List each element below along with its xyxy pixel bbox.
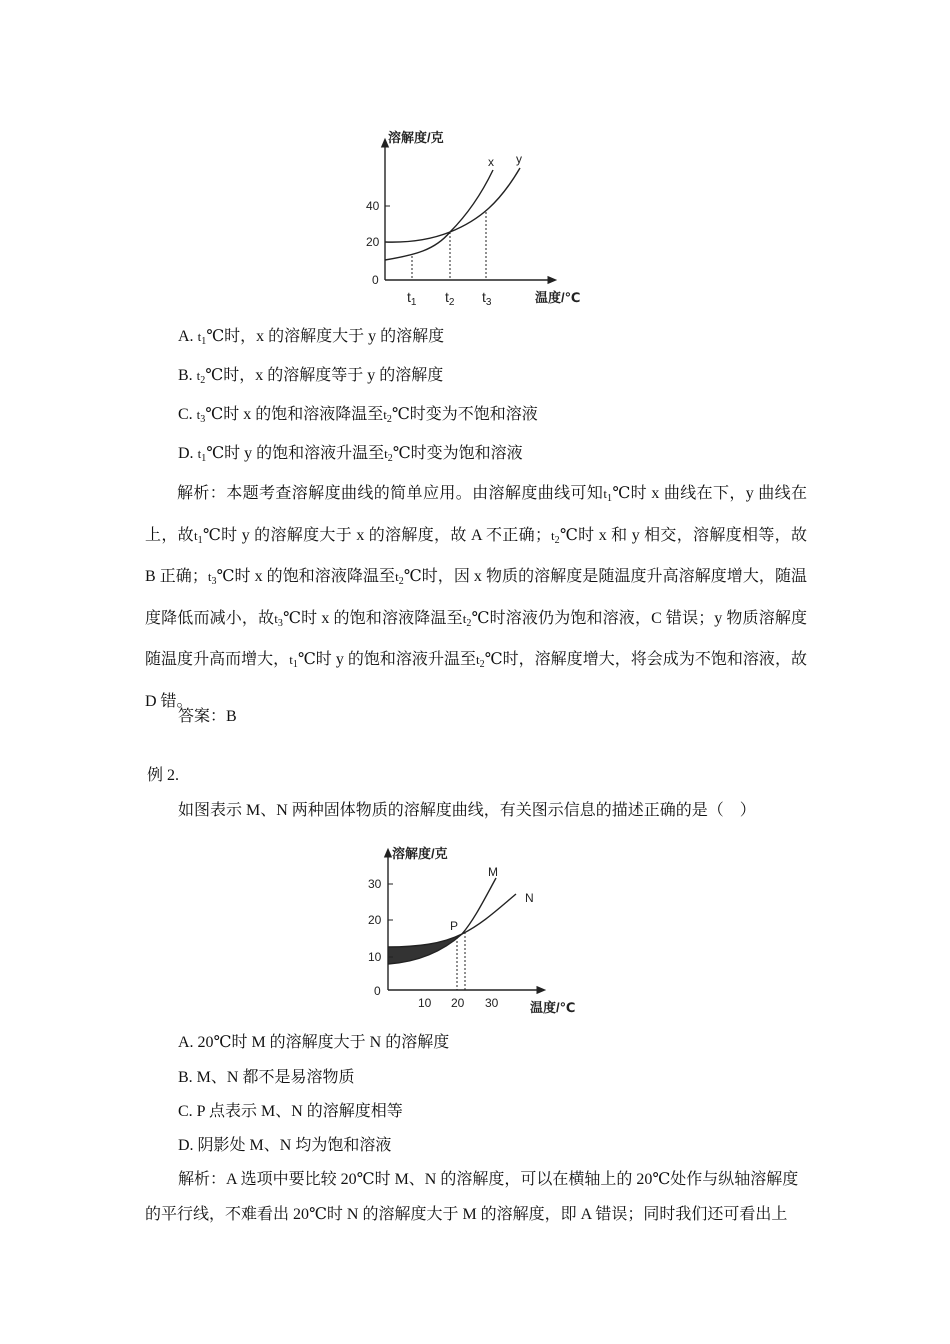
solubility-chart-xy [355, 122, 600, 310]
x-tick-20: 20 [451, 996, 465, 1010]
y-axis-label: 溶解度/克 [388, 130, 444, 145]
answer: 答案：B [178, 708, 237, 725]
example-2-heading: 例 2. [147, 767, 180, 784]
option-d: D. $t_1℃$时 y 的饱和溶液升温至$t_2℃$时变为饱和溶液 [178, 445, 523, 464]
curve-label-x: x [488, 155, 494, 169]
option-b: B. $t_2℃$时，x 的溶解度等于 y 的溶解度 [178, 367, 444, 386]
x-tick-30: 30 [485, 996, 499, 1010]
y-tick-20: 20 [366, 235, 380, 249]
y-tick-30: 30 [368, 877, 382, 891]
point-label-p: P [450, 919, 459, 933]
y-tick-0: 0 [372, 273, 379, 287]
y-axis-label: 溶解度/克 [392, 846, 448, 861]
x-tick-t1: $t_1$ [407, 289, 417, 308]
ex2-option-a: A. 20℃时 M 的溶解度大于 N 的溶解度 [178, 1034, 450, 1051]
x-axis-label: 温度/℃ [535, 290, 581, 305]
ex2-analysis-line-2: 的平行线，不难看出 20℃时 N 的溶解度大于 M 的溶解度，即 A 错误；同时我们还可看出上 [145, 1206, 788, 1223]
y-tick-40: 40 [366, 199, 380, 213]
x-tick-t3: $t_3$ [482, 289, 492, 308]
option-a: A. $t_1℃$时，x 的溶解度大于 y 的溶解度 [178, 328, 445, 347]
curve-y [385, 168, 520, 242]
analysis-1: 解析：本题考查溶解度曲线的简单应用。由溶解度曲线可知$t_1℃$时 x 曲线在下，y 曲线在上，故$t_1℃$时 y 的溶解度大于 x 的溶解度，故 A 不正确；$t_2℃$时 x 和 y 相交，溶解度相等，故 B 正确；$t_3℃$时 x 的饱和溶液降温至$t_2℃$时，因 x 物质的溶解度是随温度升高溶解度增大，随温度降低而减小，故$t_3℃$时 x 的饱和溶液降温至$t_2℃$时溶液仍为饱和溶液，C 错误；y 物质溶解度随温度升高而增大，$t_1℃$时 y 的饱和溶液升温至$t_2℃$时，溶解度增大，将会成为不饱和溶液，故 D 错。 [145, 485, 807, 710]
solubility-chart-mn [362, 840, 592, 1018]
x-tick-10: 10 [418, 996, 432, 1010]
ex2-analysis-line-1: 解析：A 选项中要比较 20℃时 M、N 的溶解度，可以在横轴上的 20℃处作与纵轴溶解度 [178, 1171, 799, 1188]
curve-label-n: N [525, 891, 534, 905]
option-c: C. $t_3℃$时 x 的饱和溶液降温至$t_2℃$时变为不饱和溶液 [178, 406, 538, 425]
y-tick-10: 10 [368, 950, 382, 964]
curve-label-y: y [516, 152, 522, 166]
x-tick-t2: $t_2$ [445, 289, 455, 308]
y-tick-0: 0 [374, 984, 381, 998]
x-axis-label: 温度/℃ [530, 1000, 576, 1015]
ex2-option-b: B. M、N 都不是易溶物质 [178, 1069, 355, 1086]
curve-x [385, 170, 493, 260]
ex2-option-c: C. P 点表示 M、N 的溶解度相等 [178, 1103, 403, 1120]
y-tick-20: 20 [368, 913, 382, 927]
curve-label-m: M [488, 865, 498, 879]
ex2-option-d: D. 阴影处 M、N 均为饱和溶液 [178, 1137, 392, 1154]
example-2-question: 如图表示 M、N 两种固体物质的溶解度曲线，有关图示信息的描述正确的是（ ） [178, 802, 756, 819]
